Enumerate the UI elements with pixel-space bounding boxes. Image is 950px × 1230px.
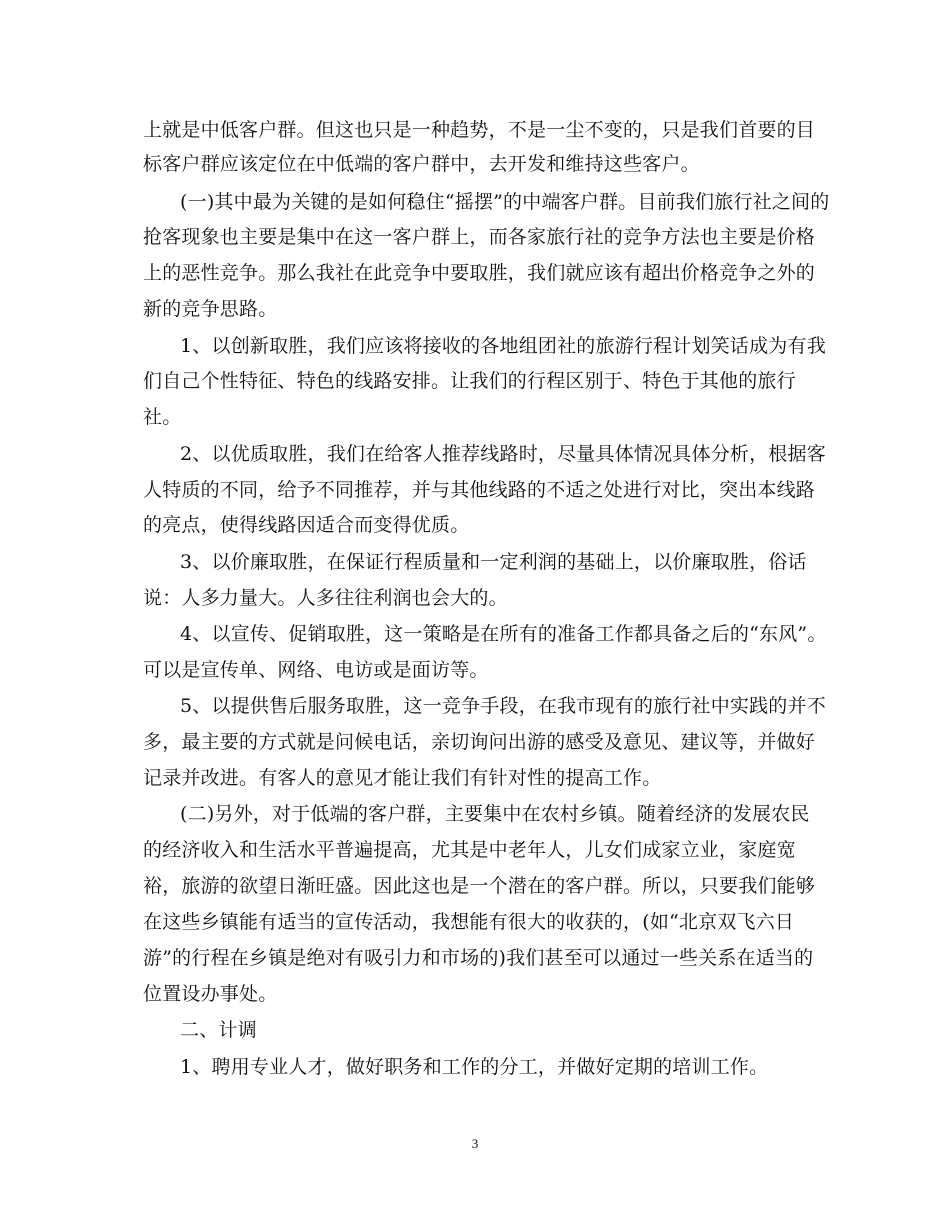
text-line: 人特质的不同，给予不同推荐，并与其他线路的不适之处进行对比，突出本线路 [143, 479, 816, 501]
text-line: 记录并改进。有客人的意见才能让我们有针对性的提高工作。 [143, 767, 662, 789]
text-line: 3、以价廉取胜，在保证行程质量和一定利润的基础上，以价廉取胜，俗话 [180, 551, 807, 573]
text-line: 多，最主要的方式就是问候电话，亲切询问出游的感受及意见、建议等，并做好 [143, 731, 816, 753]
text-line: 们自己个性特征、特色的线路安排。让我们的行程区别于、特色于其他的旅行 [143, 370, 796, 392]
text-line: 可以是宣传单、网络、电访或是面访等。 [143, 659, 489, 681]
text-line: 游”的行程在乡镇是绝对有吸引力和市场的)我们甚至可以通过一些关系在适当的 [143, 947, 814, 969]
text-line: 2、以优质取胜，我们在给客人推荐线路时，尽量具体情况具体分析，根据客 [180, 443, 826, 465]
text-line: 抢客现象也主要是集中在这一客户群上，而各家旅行社的竞争方法也主要是价格 [143, 226, 816, 248]
text-line: 新的竞争思路。 [143, 298, 278, 320]
text-line: 1、以创新取胜，我们应该将接收的各地组团社的旅游行程计划笑话成为有我 [180, 335, 826, 357]
text-line: 的亮点，使得线路因适合而变得优质。 [143, 514, 470, 536]
text-line: 上就是中低客户群。但这也只是一种趋势，不是一尘不变的，只是我们首要的目 [143, 119, 816, 141]
text-line: 1、聘用专业人才，做好职务和工作的分工，并做好定期的培训工作。 [180, 1056, 769, 1078]
page-number: 3 [471, 1136, 479, 1151]
text-line: (二)另外，对于低端的客户群，主要集中在农村乡镇。随着经济的发展农民 [180, 803, 810, 825]
text-line: (一)其中最为关键的是如何稳住“摇摆”的中端客户群。目前我们旅行社之间的 [180, 191, 830, 213]
text-line: 说：人多力量大。人多往往利润也会大的。 [143, 587, 508, 609]
text-line: 裕，旅游的欲望日渐旺盛。因此这也是一个潜在的客户群。所以，只要我们能够 [143, 875, 816, 897]
text-line: 在这些乡镇能有适当的宣传活动，我想能有很大的收获的，(如“北京双飞六日 [143, 911, 795, 933]
text-line: 上的恶性竞争。那么我社在此竞争中要取胜，我们就应该有超出价格竞争之外的 [143, 262, 816, 284]
text-line: 社。 [143, 406, 182, 428]
text-line: 的经济收入和生活水平普遍提高，尤其是中老年人，儿女们成家立业，家庭宽 [143, 839, 796, 861]
text-line: 位置设办事处。 [143, 983, 278, 1005]
text-line: 4、以宣传、促销取胜，这一策略是在所有的准备工作都具备之后的“东风”。 [180, 623, 827, 645]
section-heading: 二、计调 [180, 1019, 257, 1041]
text-line: 标客户群应该定位在中低端的客户群中，去开发和维持这些客户。 [143, 153, 700, 175]
text-line: 5、以提供售后服务取胜，这一竞争手段，在我市现有的旅行社中实践的并不 [180, 695, 826, 717]
